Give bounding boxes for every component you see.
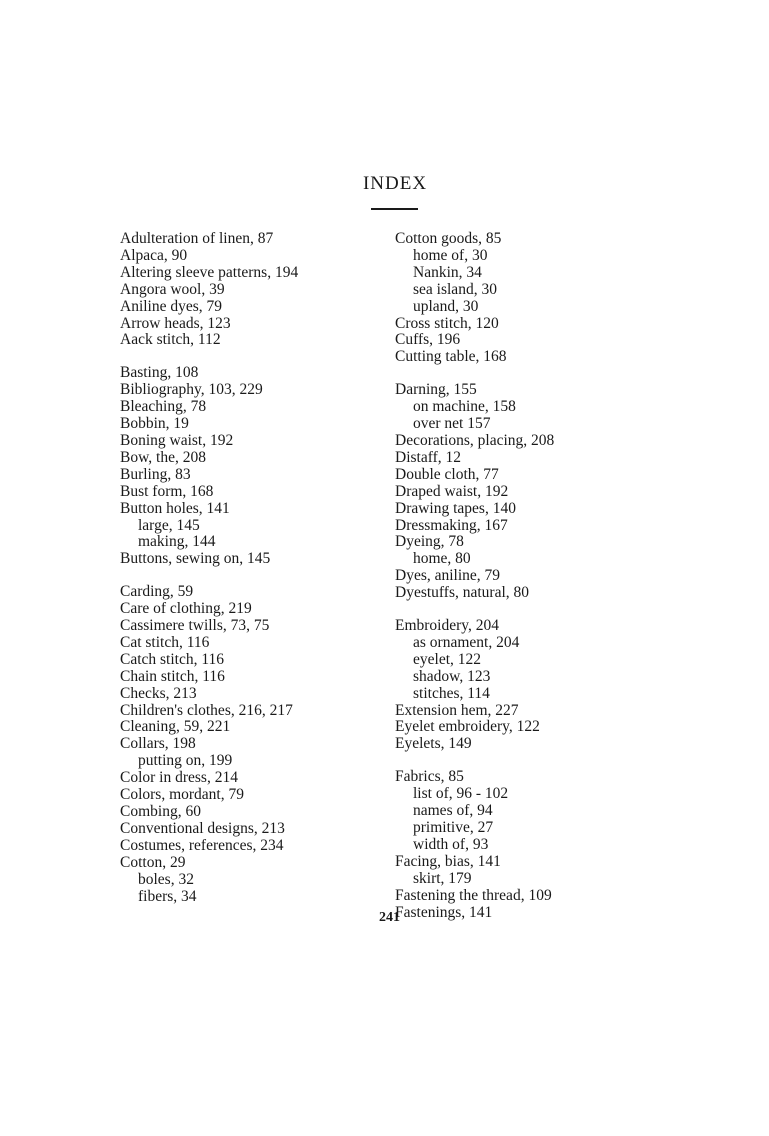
- index-subentry: fibers, 34: [138, 887, 197, 905]
- index-entry: Cleaning, 59, 221: [120, 718, 231, 736]
- index-entry: Alpaca, 90: [120, 246, 188, 264]
- index-entry: Boning waist, 192: [120, 431, 234, 449]
- index-entry: Decorations, placing, 208: [395, 431, 555, 449]
- index-entry: Catch stitch, 116: [120, 650, 225, 668]
- page-title: INDEX: [362, 173, 428, 194]
- index-entry: Button holes, 141: [120, 499, 230, 517]
- index-entry: Collars, 198: [120, 735, 196, 753]
- index-entry: Eyelets, 149: [395, 735, 472, 753]
- index-entry: Color in dress, 214: [120, 769, 238, 787]
- index-entry: Draped waist, 192: [395, 482, 509, 500]
- index-entry: Children's clothes, 216, 217: [120, 701, 293, 719]
- index-entry: Fastenings, 141: [395, 903, 493, 921]
- index-subentry: on machine, 158: [413, 398, 516, 416]
- index-entry: Cat stitch, 116: [120, 633, 210, 651]
- index-subentry: primitive, 27: [413, 819, 494, 836]
- index-entry: Bow, the, 208: [120, 448, 206, 466]
- index-entry: Dyestuffs, natural, 80: [395, 584, 530, 602]
- index-entry: Cotton, 29: [120, 853, 186, 871]
- index-entry: Darning, 155: [395, 381, 477, 399]
- index-subentry: list of, 96 - 102: [413, 785, 509, 803]
- index-entry: Colors, mordant, 79: [120, 786, 244, 804]
- index-subentry: over net 157: [413, 415, 491, 433]
- index-entry: Cutting table, 168: [395, 348, 507, 366]
- index-entry: Double cloth, 77: [395, 465, 499, 483]
- index-column-right: [395, 231, 695, 921]
- index-entry: Costumes, references, 234: [120, 836, 284, 854]
- index-entry: Basting, 108: [120, 364, 199, 382]
- index-entry: Bust form, 168: [120, 482, 214, 500]
- index-group-spacer: [395, 602, 695, 618]
- index-entry: Burling, 83: [120, 465, 191, 483]
- index-entry: Buttons, sewing on, 145: [120, 550, 271, 568]
- page-number: 241: [379, 910, 400, 925]
- index-subentry: names of, 94: [413, 802, 493, 820]
- index-entry: Facing, bias, 141: [395, 852, 501, 870]
- index-entry: Arrow heads, 123: [120, 314, 231, 332]
- index-entry: Carding, 59: [120, 583, 194, 601]
- index-entry: Distaff, 12: [395, 448, 462, 466]
- index-subentry: stitches, 114: [413, 684, 490, 702]
- index-subentry: shadow, 123: [413, 667, 491, 685]
- index-entry: Bobbin, 19: [120, 415, 189, 433]
- index-entry: Dressmaking, 167: [395, 516, 508, 534]
- index-group-spacer: [395, 753, 695, 769]
- index-subentry: eyelet, 122: [413, 650, 482, 668]
- index-entry: Care of clothing, 219: [120, 600, 252, 618]
- index-entry: Aack stitch, 112: [120, 331, 221, 349]
- index-entry: Bleaching, 78: [120, 398, 207, 416]
- index-subentry: putting on, 199: [138, 752, 233, 770]
- index-entry: Fastening the thread, 109: [395, 886, 552, 904]
- index-entry: Eyelet embroidery, 122: [395, 718, 540, 736]
- index-subentry: Nankin, 34: [413, 263, 482, 281]
- index-group-spacer: [120, 568, 390, 584]
- index-subentry: boles, 32: [138, 870, 194, 888]
- index-group-spacer: [395, 366, 695, 382]
- index-entry: Drawing tapes, 140: [395, 499, 516, 517]
- index-subentry: making, 144: [138, 533, 216, 551]
- index-entry: Embroidery, 204: [395, 617, 500, 635]
- index-entry: Cuffs, 196: [395, 331, 461, 349]
- index-entry: Dyes, aniline, 79: [395, 567, 501, 585]
- index-subentry: home, 80: [413, 550, 471, 568]
- index-entry: Fabrics, 85: [395, 768, 464, 786]
- index-entry: Chain stitch, 116: [120, 667, 225, 685]
- index-entry: Conventional designs, 213: [120, 819, 285, 837]
- index-subentry: skirt, 179: [413, 869, 472, 887]
- index-entry: Bibliography, 103, 229: [120, 381, 263, 399]
- index-entry: Adulteration of linen, 87: [120, 230, 274, 247]
- index-entry: Combing, 60: [120, 803, 201, 820]
- index-entry: Cross stitch, 120: [395, 314, 499, 332]
- index-entry: Extension hem, 227: [395, 701, 519, 719]
- index-entry: Altering sleeve patterns, 194: [120, 263, 299, 281]
- index-subentry: width of, 93: [413, 835, 489, 853]
- index-entry: Dyeing, 78: [395, 533, 464, 551]
- index-group-spacer: [120, 349, 390, 365]
- index-subentry: home of, 30: [413, 246, 488, 264]
- index-entry: Cotton goods, 85: [395, 230, 502, 247]
- title-rule: [371, 208, 418, 210]
- index-subentry: large, 145: [138, 516, 200, 534]
- index-entry: Aniline dyes, 79: [120, 297, 223, 315]
- index-entry: Checks, 213: [120, 684, 197, 702]
- index-entry: Angora wool, 39: [120, 280, 225, 298]
- index-column-left: [120, 231, 390, 905]
- index-subentry: upland, 30: [413, 297, 479, 315]
- index-entry: Cassimere twills, 73, 75: [120, 617, 270, 635]
- index-subentry: sea island, 30: [413, 280, 497, 298]
- index-subentry: as ornament, 204: [413, 633, 520, 651]
